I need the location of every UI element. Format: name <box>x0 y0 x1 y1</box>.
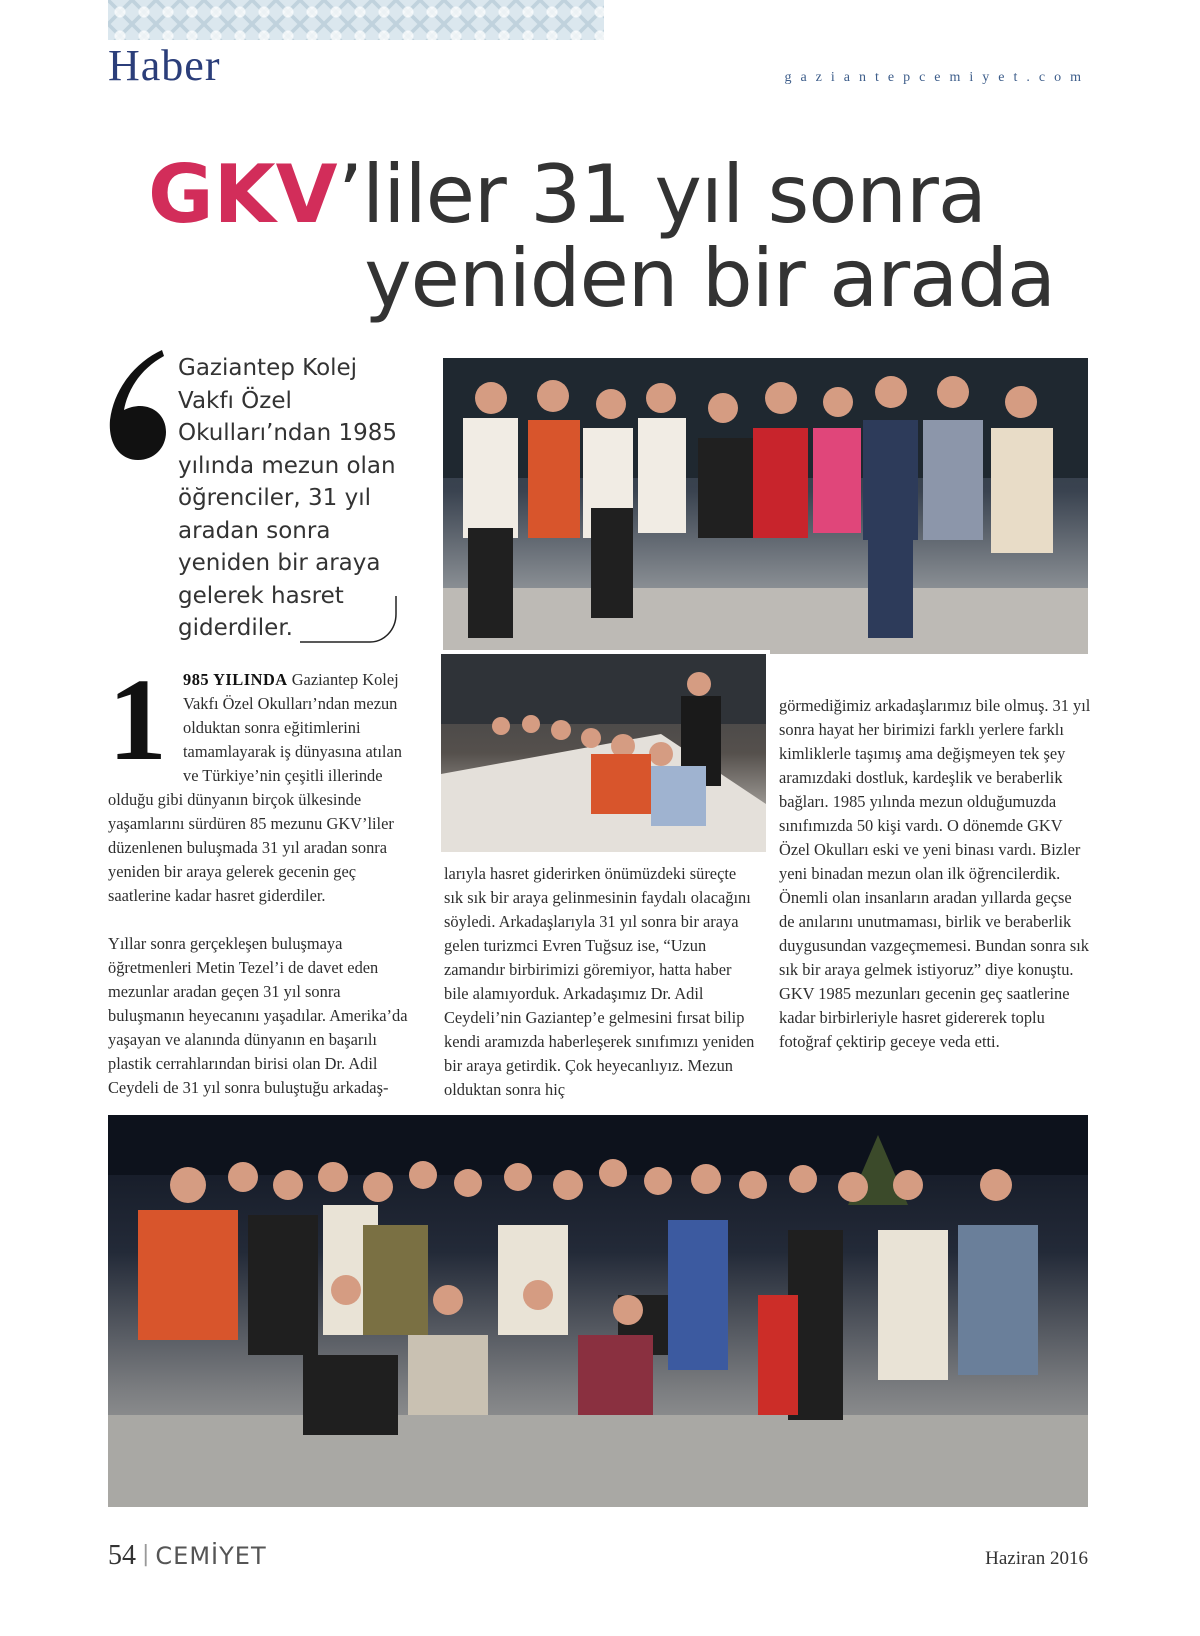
article-paragraph-4: görmediğimiz arkadaşlarımız bile olmuş. 31 yıl sonra hayat her birimizi farklı yerlere farklı kimliklerle taşımış ama değişmeyen tek şey aramızdaki dostluk, kardeşlik ve beraberlik bağları. 1985 yılında mezun olduğumuzda sınıfımızda 50 kişi vardı. O dönemde GKV Özel Okulları eski ve yeni binası vardı. Bizler yeni binadan mezun olan ilk öğrencilerdik. Önemli olan insanların aradan yıllarda geçse de anılarını unutmaması, birlik ve beraberlik duygusundan vazgeçmemesi. Bundan sonra sık sık bir araya gelmek istiyoruz” diye konuştu. GKV 1985 mezunları gecenin geç saatlerine kadar birbirleriyle hasret gidererek toplu fotoğraf çektirip geceye veda etti. <box>779 696 1091 1051</box>
article-paragraph-1: Gaziantep Kolej Vakfı Özel Okulları’ndan mezun olduktan sonra eğitimlerini tamamlayarak iş dünyasına atılan ve Türkiye’nin çeşitli illerinde olduğu gibi dünyanın birçok ülkesinde yaşamlarını sürdüren 85 mezunu GKV’liler düzenlenen buluşmada 31 yıl aradan sonra yeniden bir araya gelerek gecenin geç saatlerine kadar hasret giderdiler. <box>108 670 402 905</box>
footer-separator: | <box>142 1542 150 1567</box>
issue-date: Haziran 2016 <box>985 1548 1088 1569</box>
quote-mark-icon <box>106 348 168 464</box>
page-number: 54 <box>108 1540 136 1571</box>
magazine-brand: CEMİYET <box>155 1542 267 1570</box>
lead-paragraph: Gaziantep Kolej Vakfı Özel Okulları’ndan 1985 yılında mezun olan öğrenciler, 31 yıl aradan sonra yeniden bir araya gelerek hasret giderdiler. <box>178 355 398 641</box>
section-label: Haber <box>108 41 221 90</box>
website-url[interactable]: gaziantepcemiyet.com <box>784 70 1090 85</box>
lead-underline-icon <box>300 594 400 644</box>
header-pattern <box>108 0 604 40</box>
article-column-3 <box>779 694 1091 1054</box>
headline <box>0 150 1200 330</box>
article-column-2 <box>444 862 756 1102</box>
article-lead-in: 985 YILINDA <box>183 670 288 689</box>
article-column-1 <box>108 654 420 1100</box>
article-paragraph-3: larıyla hasret giderirken önümüzdeki süreçte sık sık bir araya gelinmesinin faydalı olacağını söyledi. Arkadaşlarıyla 31 yıl sonra bir araya gelen turizmci Evren Tuğsuz ise, “Uzun zamandır birbirimizi göremiyor, hatta haber bile alamıyorduk. Arkadaşımız Dr. Adil Ceydeli’nin Gaziantep’e gelmesini fırsat bilip kendi aramızda haberleşerek sınıfımızı yeniden bir araya getirdik. Çok heyecanlıyız. Mezun olduktan sonra hiç <box>444 864 755 1099</box>
photo-dinner-table <box>437 650 770 856</box>
headline-accent: GKV <box>148 148 338 241</box>
headline-line-2: yeniden bir arada <box>364 232 1055 325</box>
headline-line-1-rest: ’liler 31 yıl sonra <box>337 148 986 241</box>
photo-group-terrace <box>108 1115 1088 1507</box>
headline-line-1 <box>148 150 986 240</box>
photo-group-dinner <box>443 358 1088 654</box>
article-paragraph-2: Yıllar sonra gerçekleşen buluşmaya öğretmenleri Metin Tezel’i de davet eden mezunlar aradan geçen 31 yıl sonra buluşmanın heyecanını yaşadılar. Amerika’da yaşayan ve alanında dünyanın en başarılı plastik cerrahlarından birisi olan Dr. Adil Ceydeli de 31 yıl sonra buluştuğu arkadaş- <box>108 934 408 1097</box>
drop-cap: 1 <box>108 654 167 785</box>
footer-page <box>108 1540 267 1572</box>
